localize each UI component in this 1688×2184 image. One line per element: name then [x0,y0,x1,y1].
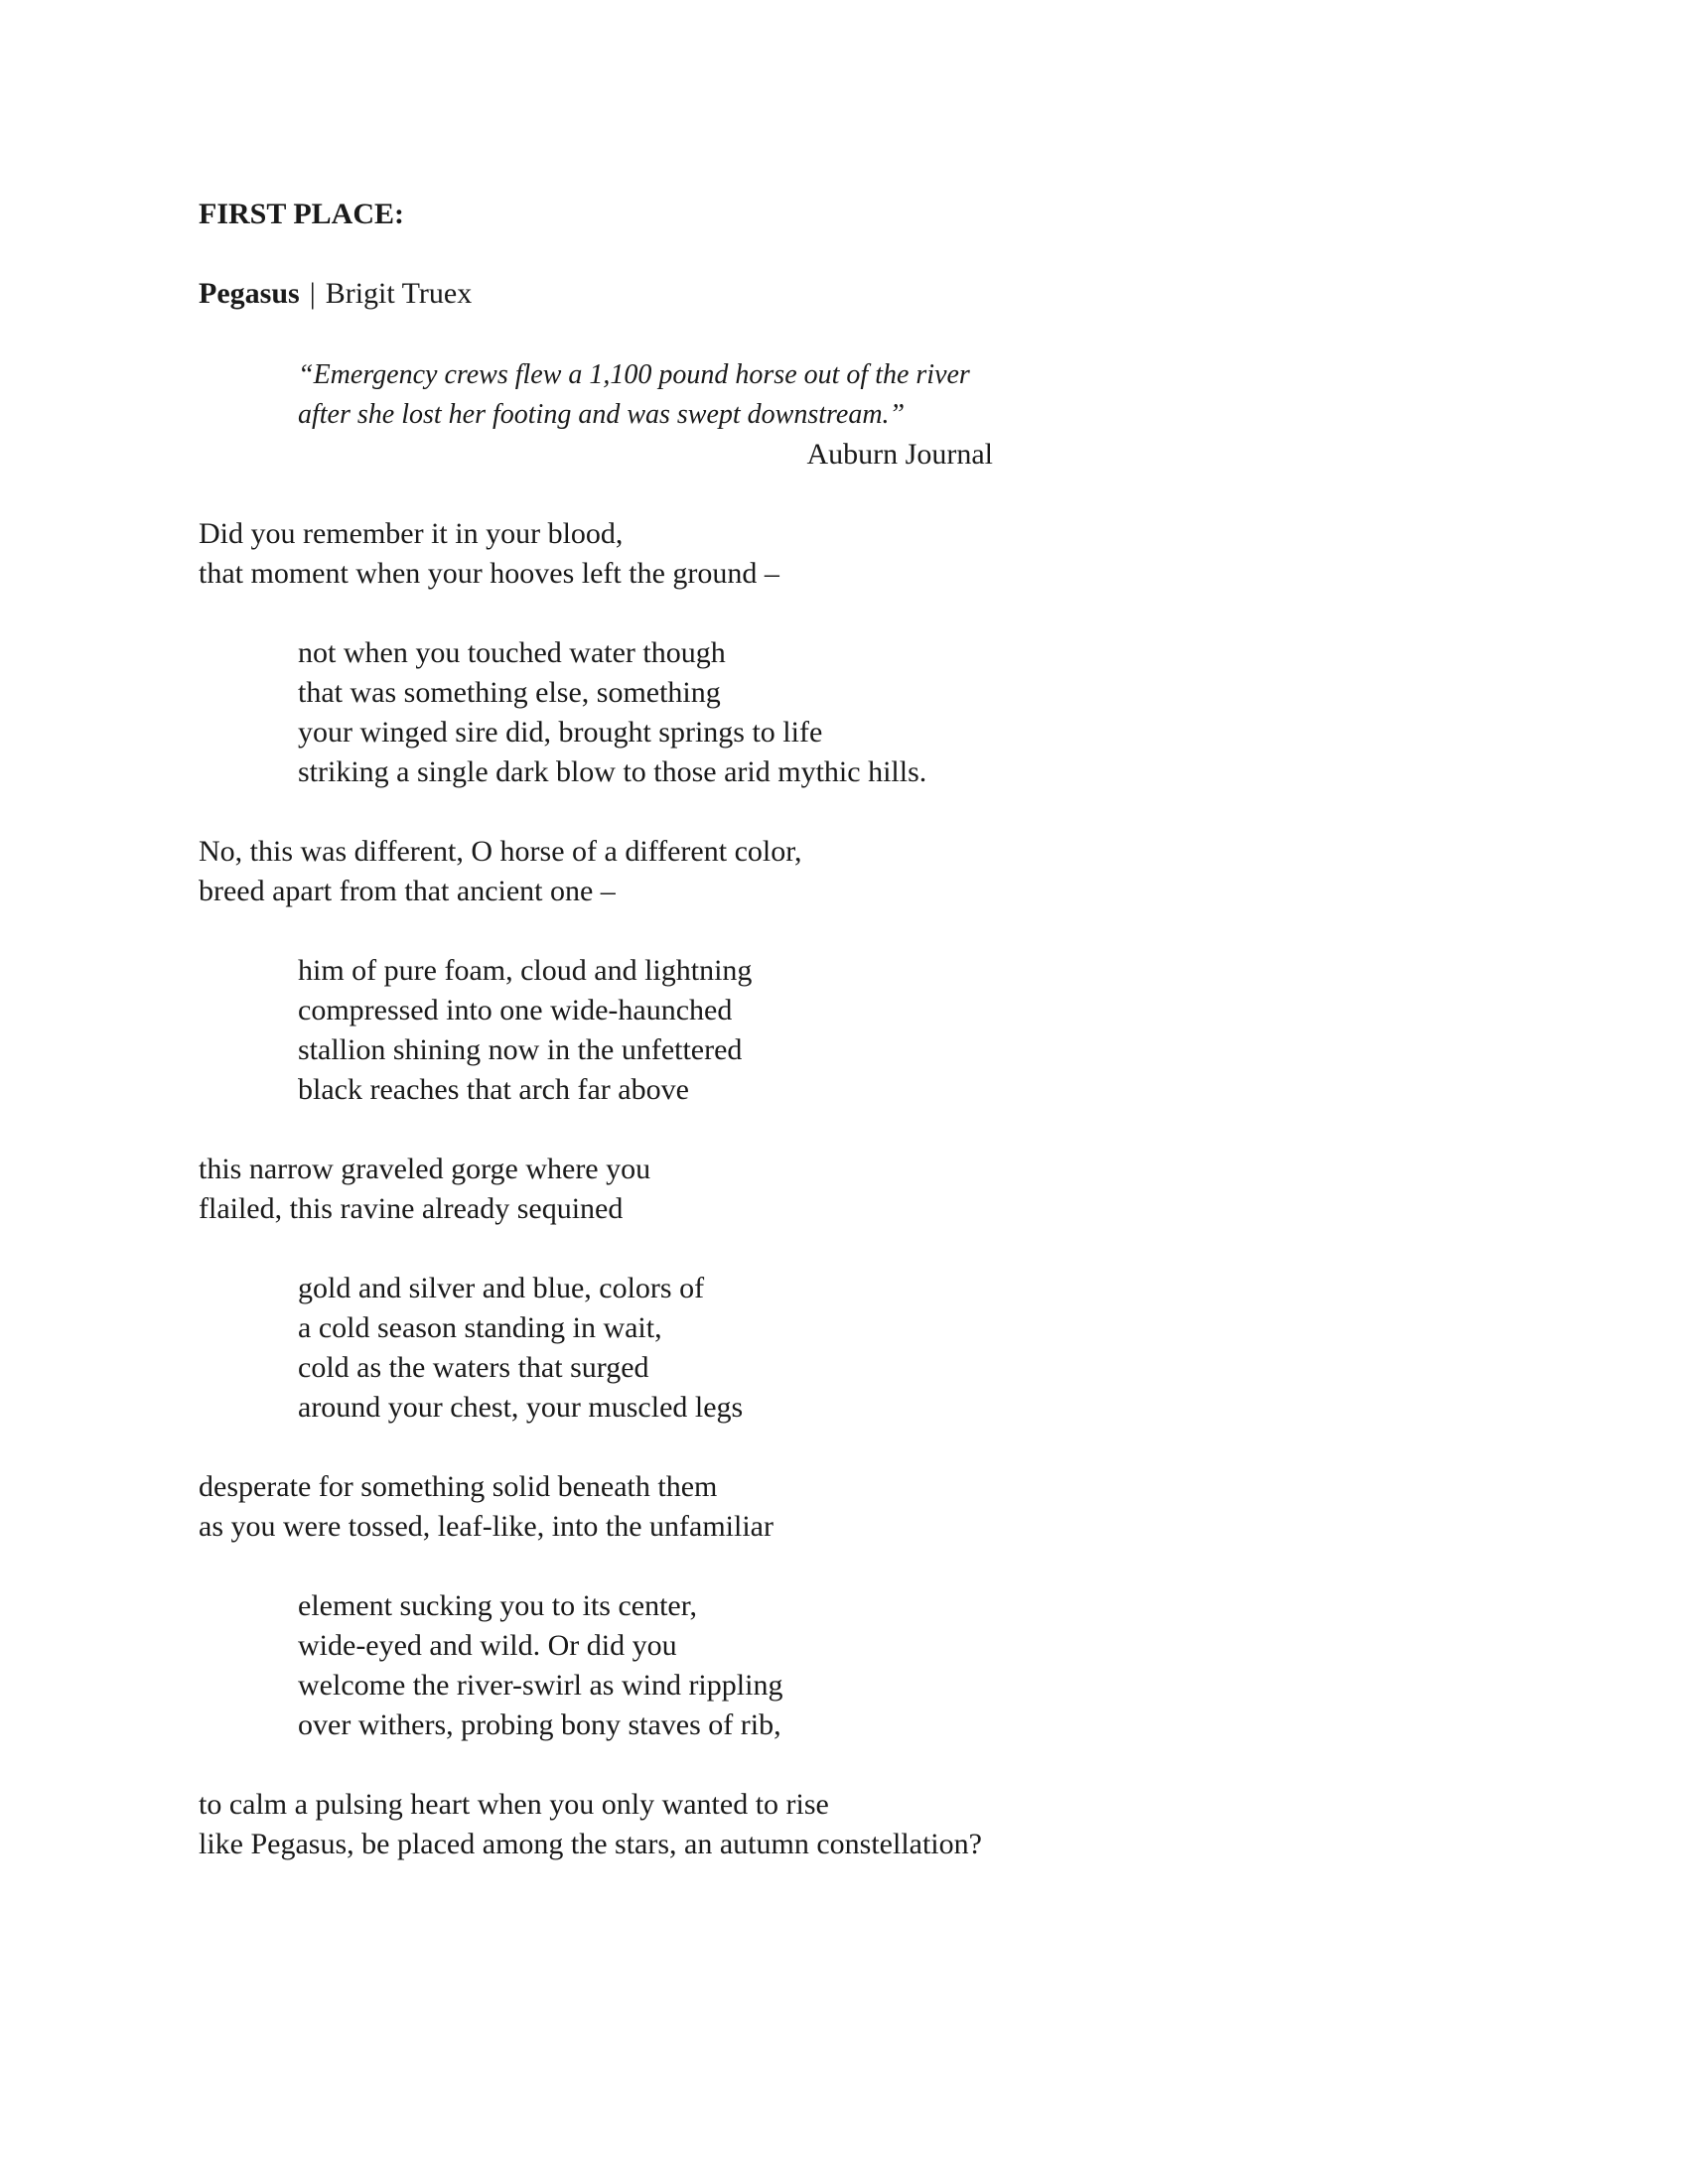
poem-line: over withers, probing bony staves of rib, [298,1708,781,1741]
stanza-5 [199,1150,1489,1229]
poem-line: breed apart from that ancient one – [199,875,616,907]
poem-title-line [199,274,1489,314]
poem-line: black reaches that arch far above [298,1073,689,1106]
poem-line: not when you touched water though [298,636,726,669]
poem-author: Brigit Truex [325,277,473,310]
title-separator: | [309,277,316,310]
award-heading: FIRST PLACE: [199,198,404,230]
stanza-4 [298,951,1489,1110]
stanza-2 [298,633,1489,792]
poem-line: a cold season standing in wait, [298,1311,662,1344]
epigraph-line: “Emergency crews flew a 1,100 pound horse out of the river [298,359,970,390]
poem-line: Did you remember it in your blood, [199,517,624,550]
poem-line: element sucking you to its center, [298,1589,698,1622]
poem-line: him of pure foam, cloud and lightning [298,954,753,987]
poem-line: this narrow graveled gorge where you [199,1153,651,1185]
stanza-1 [199,514,1489,594]
poem-line: cold as the waters that surged [298,1351,649,1384]
epigraph-source: Auburn Journal [806,438,993,471]
poem-line: that moment when your hooves left the ground – [199,557,779,590]
stanza-6 [298,1269,1489,1428]
stanza-3 [199,832,1489,911]
poem-line: as you were tossed, leaf-like, into the unfamiliar [199,1510,774,1543]
poem-line: wide-eyed and wild. Or did you [298,1629,677,1662]
poem-line: gold and silver and blue, colors of [298,1272,705,1304]
poem-line: stallion shining now in the unfettered [298,1033,743,1066]
poem-line: to calm a pulsing heart when you only wanted to rise [199,1788,829,1821]
poem-line: No, this was different, O horse of a different color, [199,835,802,868]
poem-line: around your chest, your muscled legs [298,1391,744,1424]
poem-line: your winged sire did, brought springs to life [298,716,823,749]
poem-line: welcome the river-swirl as wind rippling [298,1669,783,1702]
stanza-7 [199,1467,1489,1547]
poem-line: like Pegasus, be placed among the stars, an autumn constellation? [199,1828,982,1860]
stanza-8 [298,1586,1489,1745]
stanza-9 [199,1785,1489,1864]
poem-title: Pegasus [199,277,300,310]
epigraph-line: after she lost her footing and was swept downstream.” [298,399,906,430]
poem-line: that was something else, something [298,676,721,709]
poem-line: flailed, this ravine already sequined [199,1192,624,1225]
document-page [199,195,1489,1864]
poem-line: desperate for something solid beneath them [199,1470,718,1503]
epigraph [298,355,993,435]
poem-line: striking a single dark blow to those arid mythic hills. [298,755,927,788]
poem-line: compressed into one wide-haunched [298,994,733,1026]
